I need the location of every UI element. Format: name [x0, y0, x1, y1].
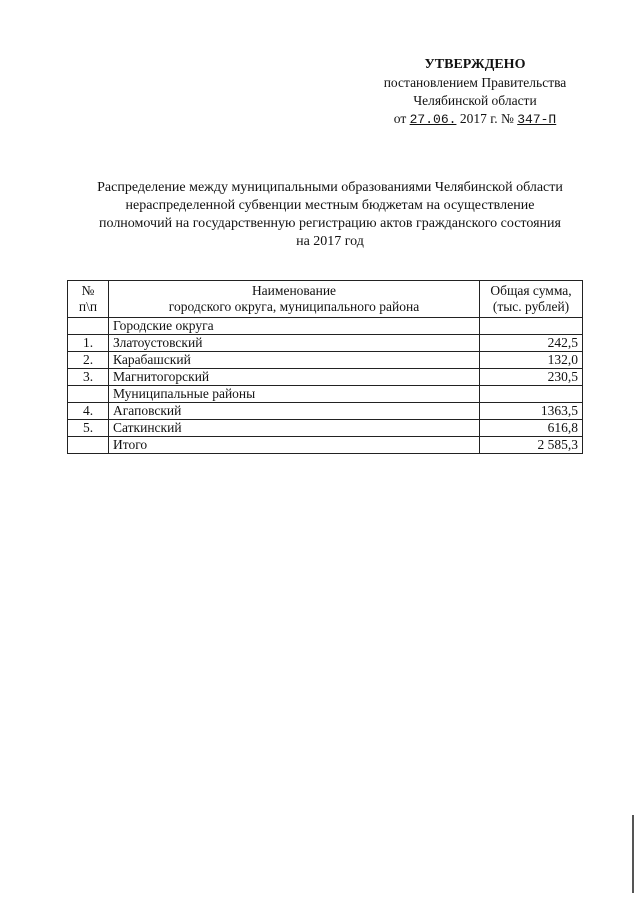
- row-num: 5.: [68, 420, 109, 437]
- header-name-line-1: Наименование: [251, 283, 337, 298]
- table-row: [68, 403, 583, 420]
- row-name: Агаповский: [109, 403, 480, 420]
- row-name: Итого: [109, 437, 480, 454]
- row-sum: 616,8: [480, 420, 583, 437]
- table-row: [68, 318, 583, 335]
- row-sum: [480, 386, 583, 403]
- row-num: [68, 386, 109, 403]
- scan-edge-mark: [632, 815, 634, 893]
- row-name: Саткинский: [109, 420, 480, 437]
- row-sum: 242,5: [480, 335, 583, 352]
- row-num: 3.: [68, 369, 109, 386]
- table-row: [68, 420, 583, 437]
- header-name-line-2: городского округа, муниципального района: [168, 299, 420, 314]
- row-num: 2.: [68, 352, 109, 369]
- row-name: Магнитогорский: [109, 369, 480, 386]
- row-num: [68, 437, 109, 454]
- row-name: Городские округа: [109, 318, 480, 335]
- header-num-line-2: п\п: [78, 299, 98, 314]
- row-name: Муниципальные районы: [109, 386, 480, 403]
- approval-year: 2017 г. №: [459, 111, 514, 126]
- row-num: 4.: [68, 403, 109, 420]
- header-sum: [480, 281, 583, 318]
- table-row: [68, 437, 583, 454]
- title-line-3: полномочий на государственную регистрацию актов гражданского состояния: [99, 216, 561, 231]
- approval-number: 347-П: [517, 112, 557, 127]
- header-num-line-1: №: [81, 283, 95, 298]
- table-header-row: [68, 281, 583, 318]
- header-sum-line-1: Общая сумма,: [490, 283, 572, 298]
- distribution-table: [67, 280, 583, 454]
- approval-heading: УТВЕРЖДЕНО: [424, 57, 526, 72]
- approval-date-prefix: от: [393, 111, 407, 126]
- approval-date-line: [360, 110, 590, 129]
- approval-line-1: постановлением Правительства: [383, 75, 567, 90]
- title-line-4: на 2017 год: [296, 234, 364, 249]
- row-name: Златоустовский: [109, 335, 480, 352]
- header-num: [68, 281, 109, 318]
- document-title: [60, 179, 600, 251]
- approval-stamp: [360, 56, 590, 129]
- row-sum: 2 585,3: [480, 437, 583, 454]
- row-sum: [480, 318, 583, 335]
- row-sum: 230,5: [480, 369, 583, 386]
- header-sum-line-2: (тыс. рублей): [492, 299, 570, 314]
- table-row: [68, 386, 583, 403]
- table-row: [68, 335, 583, 352]
- row-num: [68, 318, 109, 335]
- approval-line-2: Челябинской области: [413, 93, 537, 108]
- row-sum: 1363,5: [480, 403, 583, 420]
- row-name: Карабашский: [109, 352, 480, 369]
- title-line-2: нераспределенной субвенции местным бюджетам на осуществление: [125, 198, 535, 213]
- header-name: [109, 281, 480, 318]
- table-row: [68, 352, 583, 369]
- row-sum: 132,0: [480, 352, 583, 369]
- title-line-1: Распределение между муниципальными образованиями Челябинской области: [97, 180, 563, 195]
- approval-date: 27.06.: [409, 112, 457, 127]
- row-num: 1.: [68, 335, 109, 352]
- table-row: [68, 369, 583, 386]
